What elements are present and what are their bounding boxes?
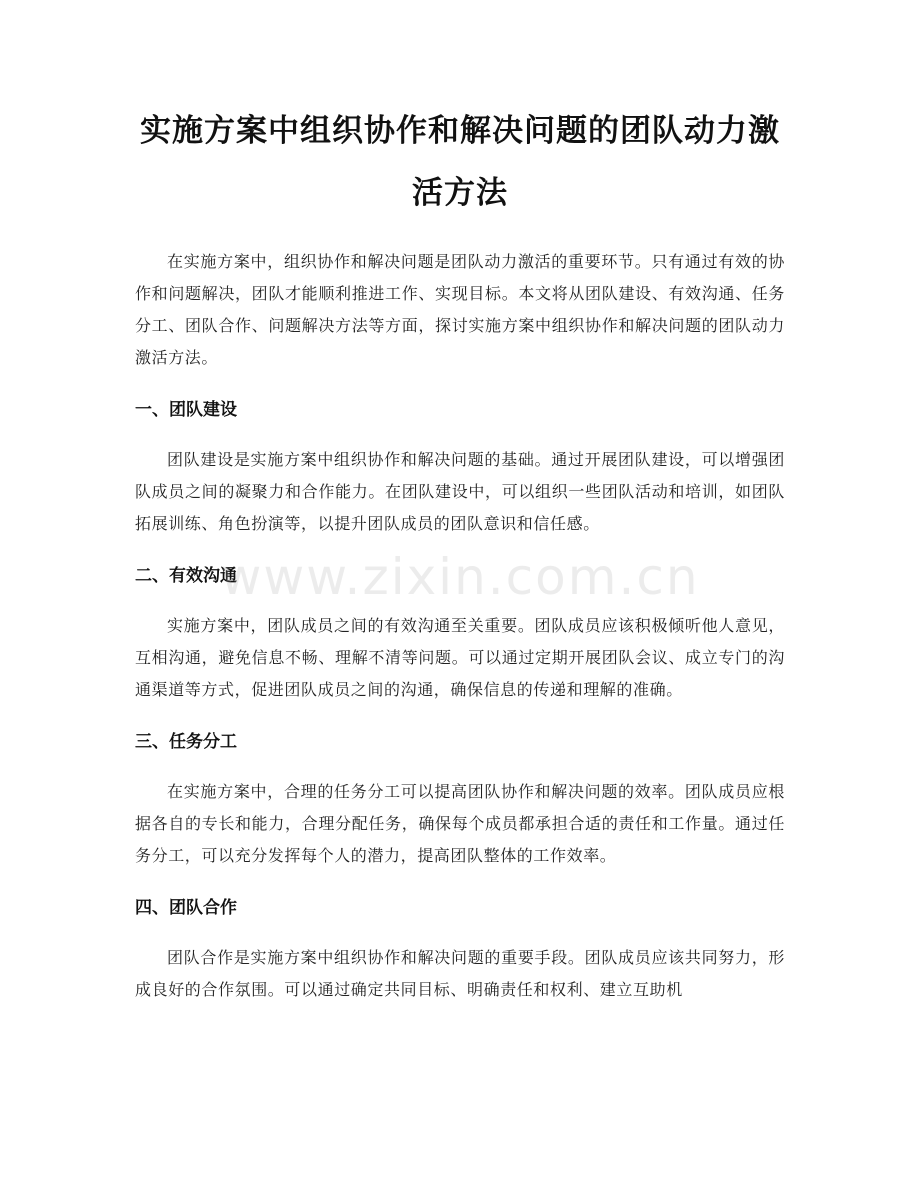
section-heading-team-building: 一、团队建设 [135, 400, 237, 420]
section-heading-teamwork: 四、团队合作 [135, 898, 237, 918]
section-body-communication: 实施方案中，团队成员之间的有效沟通至关重要。团队成员应该积极倾听他人意见，互相沟通，避免信息不畅、理解不清等问题。可以通过定期开展团队会议、成立专门的沟通渠道等方式，促进团队成员之间的沟通，确保信息的传递和理解的准确。 [135, 616, 785, 699]
section-body-task-division: 在实施方案中，合理的任务分工可以提高团队协作和解决问题的效率。团队成员应根据各自的专长和能力，合理分配任务，确保每个成员都承担合适的责任和工作量。通过任务分工，可以充分发挥每个人的潜力，提高团队整体的工作效率。 [135, 782, 785, 865]
section-heading-communication: 二、有效沟通 [135, 566, 237, 586]
section-body-team-building: 团队建设是实施方案中组织协作和解决问题的基础。通过开展团队建设，可以增强团队成员之间的凝聚力和合作能力。在团队建设中，可以组织一些团队活动和培训，如团队拓展训练、角色扮演等，以提升团队成员的团队意识和信任感。 [135, 450, 785, 533]
section-body-teamwork: 团队合作是实施方案中组织协作和解决问题的重要手段。团队成员应该共同努力，形成良好的合作氛围。可以通过确定共同目标、明确责任和权利、建立互助机 [135, 948, 785, 999]
intro-paragraph: 在实施方案中，组织协作和解决问题是团队动力激活的重要环节。只有通过有效的协作和问题解决，团队才能顺利推进工作、实现目标。本文将从团队建设、有效沟通、任务分工、团队合作、问题解决方法等方面，探讨实施方案中组织协作和解决问题的团队动力激活方法。 [135, 252, 785, 367]
section-heading-task-division: 三、任务分工 [135, 732, 237, 752]
watermark: www.zixin.com.cn [220, 548, 700, 606]
document-title: 实施方案中组织协作和解决问题的团队动力激活方法 [140, 113, 780, 211]
